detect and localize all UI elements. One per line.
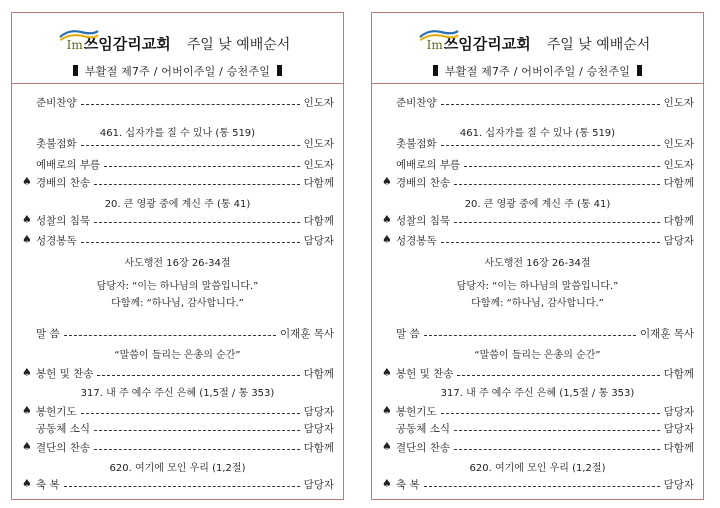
bulletin-header (372, 33, 703, 54)
order-item-leader: 이재훈 목사 (279, 327, 334, 340)
order-note: 20. 큰 영광 중에 계신 주 (통 41) (464, 199, 611, 210)
leader-dots (81, 413, 300, 414)
leader-dots (441, 104, 660, 105)
order-note: 담당자: “이는 하나님의 말씀입니다.” (96, 281, 259, 292)
order-item-leader: 다함께 (303, 441, 334, 454)
block-mark-right (277, 65, 282, 76)
order-note: 620. 여기에 모인 우리 (1,2절) (469, 463, 606, 474)
order-item-name: 봉헌기도 (36, 405, 77, 418)
order-item (22, 326, 334, 340)
spade-icon: ♠ (382, 404, 392, 417)
order-item-leader: 담당자 (663, 405, 694, 418)
leader-dots (97, 375, 299, 376)
leader-dots (454, 222, 660, 223)
spade-icon: ♠ (22, 175, 32, 188)
leader-dots (454, 449, 660, 450)
church-name: 쓰임감리교회 (83, 35, 171, 53)
order-note: 620. 여기에 모인 우리 (1,2절) (109, 463, 246, 474)
order-item-name: 성경봉독 (396, 234, 437, 247)
order-item-name: 성경봉독 (36, 234, 77, 247)
service-title: 주일 낮 예배순서 (186, 37, 291, 53)
order-item-leader: 담당자 (663, 422, 694, 435)
order-note: 사도행전 16장 26-34절 (124, 258, 231, 269)
order-item-name: 결단의 찬송 (36, 441, 91, 454)
spade-icon: ♠ (22, 366, 32, 379)
order-item-name: 예배로의 부름 (36, 158, 101, 171)
order-item (382, 421, 694, 435)
order-item-leader: 인도자 (303, 158, 334, 171)
order-item-name: 준비찬양 (396, 96, 437, 109)
spade-icon: ♠ (382, 366, 392, 379)
leader-dots (464, 166, 659, 167)
subheader (372, 63, 703, 79)
order-item (382, 366, 694, 380)
order-item-name: 봉헌 및 찬송 (36, 367, 94, 380)
leader-dots (94, 184, 300, 185)
order-item-leader: 인도자 (663, 158, 694, 171)
order-item-leader: 다함께 (663, 441, 694, 454)
logo-text: Im (426, 38, 443, 52)
spade-icon: ♠ (22, 440, 32, 453)
bulletin-header (12, 33, 343, 54)
header-divider (12, 83, 343, 84)
order-item-leader: 인도자 (663, 96, 694, 109)
spade-icon: ♠ (382, 175, 392, 188)
order-item-leader: 다함께 (303, 214, 334, 227)
order-item (382, 213, 694, 227)
leader-dots (81, 242, 300, 243)
order-item (22, 477, 334, 491)
subheader-text: 부활절 제7주 / 어버이주일 / 승천주일 (444, 65, 631, 78)
order-item-name: 촛불점화 (36, 137, 77, 150)
order-item-leader: 담당자 (303, 234, 334, 247)
order-item (382, 326, 694, 340)
order-item-leader: 인도자 (303, 137, 334, 150)
spade-icon: ♠ (22, 477, 32, 490)
spade-icon: ♠ (22, 213, 32, 226)
order-note: 461. 십자가를 질 수 있나 (통 519) (99, 128, 256, 139)
order-item (22, 213, 334, 227)
order-item-name: 결단의 찬송 (396, 441, 451, 454)
order-item-leader: 다함께 (303, 367, 334, 380)
order-note: 다함께: “하나님, 감사합니다.” (471, 298, 604, 309)
spade-icon: ♠ (382, 477, 392, 490)
order-item-name: 경배의 찬송 (36, 176, 91, 189)
leader-dots (457, 375, 659, 376)
leader-dots (81, 104, 300, 105)
leader-dots (94, 430, 300, 431)
order-item-leader: 담당자 (303, 422, 334, 435)
order-item (382, 157, 694, 171)
order-item-leader: 다함께 (663, 176, 694, 189)
spade-icon: ♠ (22, 233, 32, 246)
order-item-leader: 다함께 (663, 214, 694, 227)
leader-dots (424, 335, 636, 336)
order-item-name: 성찰의 침묵 (396, 214, 451, 227)
leader-dots (441, 413, 660, 414)
leader-dots (441, 145, 660, 146)
order-item (22, 421, 334, 435)
order-note: 317. 내 주 예수 주신 은혜 (1,5절 / 통 353) (80, 388, 275, 399)
order-item-leader: 담당자 (663, 478, 694, 491)
leader-dots (94, 222, 300, 223)
spade-icon: ♠ (382, 213, 392, 226)
block-mark-right (637, 65, 642, 76)
block-mark-left (433, 65, 438, 76)
logo-text: Im (66, 38, 83, 52)
order-item (382, 440, 694, 454)
leader-dots (104, 166, 299, 167)
leader-dots (454, 430, 660, 431)
order-item (22, 440, 334, 454)
order-item (22, 95, 334, 109)
order-note: 20. 큰 영광 중에 계신 주 (통 41) (104, 199, 251, 210)
church-logo (65, 38, 83, 52)
leader-dots (81, 145, 300, 146)
order-item-leader: 인도자 (303, 96, 334, 109)
order-item-leader: 다함께 (303, 176, 334, 189)
block-mark-left (73, 65, 78, 76)
header-divider (372, 83, 703, 84)
order-note: 461. 십자가를 질 수 있나 (통 519) (459, 128, 616, 139)
order-item-name: 경배의 찬송 (396, 176, 451, 189)
leader-dots (94, 449, 300, 450)
leader-dots (424, 486, 660, 487)
order-item (382, 175, 694, 189)
spade-icon: ♠ (382, 233, 392, 246)
church-logo (425, 38, 443, 52)
order-item (382, 233, 694, 247)
spade-icon: ♠ (382, 440, 392, 453)
order-note: 사도행전 16장 26-34절 (484, 258, 591, 269)
order-item-leader: 담당자 (303, 405, 334, 418)
order-item-name: 준비찬양 (36, 96, 77, 109)
order-item (22, 157, 334, 171)
order-note: 담당자: “이는 하나님의 말씀입니다.” (456, 281, 619, 292)
order-item (382, 404, 694, 418)
service-title: 주일 낮 예배순서 (546, 37, 651, 53)
order-item-name: 촛불점화 (396, 137, 437, 150)
order-item-name: 축 복 (36, 478, 60, 491)
order-item-name: 예배로의 부름 (396, 158, 461, 171)
leader-dots (64, 335, 276, 336)
order-item-name: 봉헌 및 찬송 (396, 367, 454, 380)
order-item-leader: 이재훈 목사 (639, 327, 694, 340)
subheader (12, 63, 343, 79)
order-item-name: 공동체 소식 (36, 422, 91, 435)
order-item-leader: 다함께 (663, 367, 694, 380)
order-item-leader: 담당자 (663, 234, 694, 247)
order-note: “말씀이 들리는 은총의 순간” (474, 350, 601, 361)
order-item-name: 축 복 (396, 478, 420, 491)
order-item (382, 136, 694, 150)
order-item (382, 477, 694, 491)
order-item-leader: 담당자 (303, 478, 334, 491)
order-item (22, 233, 334, 247)
church-name: 쓰임감리교회 (443, 35, 531, 53)
leader-dots (441, 242, 660, 243)
order-item (22, 136, 334, 150)
leader-dots (454, 184, 660, 185)
subheader-text: 부활절 제7주 / 어버이주일 / 승천주일 (84, 65, 271, 78)
spade-icon: ♠ (22, 404, 32, 417)
bulletin-right (371, 12, 704, 500)
order-item-name: 말 씀 (36, 327, 60, 340)
order-item (22, 404, 334, 418)
order-item-name: 말 씀 (396, 327, 420, 340)
order-item (22, 175, 334, 189)
order-item-leader: 인도자 (663, 137, 694, 150)
bulletin-left (11, 12, 344, 500)
order-item (382, 95, 694, 109)
order-item (22, 366, 334, 380)
order-item-name: 봉헌기도 (396, 405, 437, 418)
order-item-name: 공동체 소식 (396, 422, 451, 435)
order-item-name: 성찰의 침묵 (36, 214, 91, 227)
order-note: “말씀이 들리는 은총의 순간” (114, 350, 241, 361)
order-note: 다함께: “하나님, 감사합니다.” (111, 298, 244, 309)
order-note: 317. 내 주 예수 주신 은혜 (1,5절 / 통 353) (440, 388, 635, 399)
leader-dots (64, 486, 300, 487)
